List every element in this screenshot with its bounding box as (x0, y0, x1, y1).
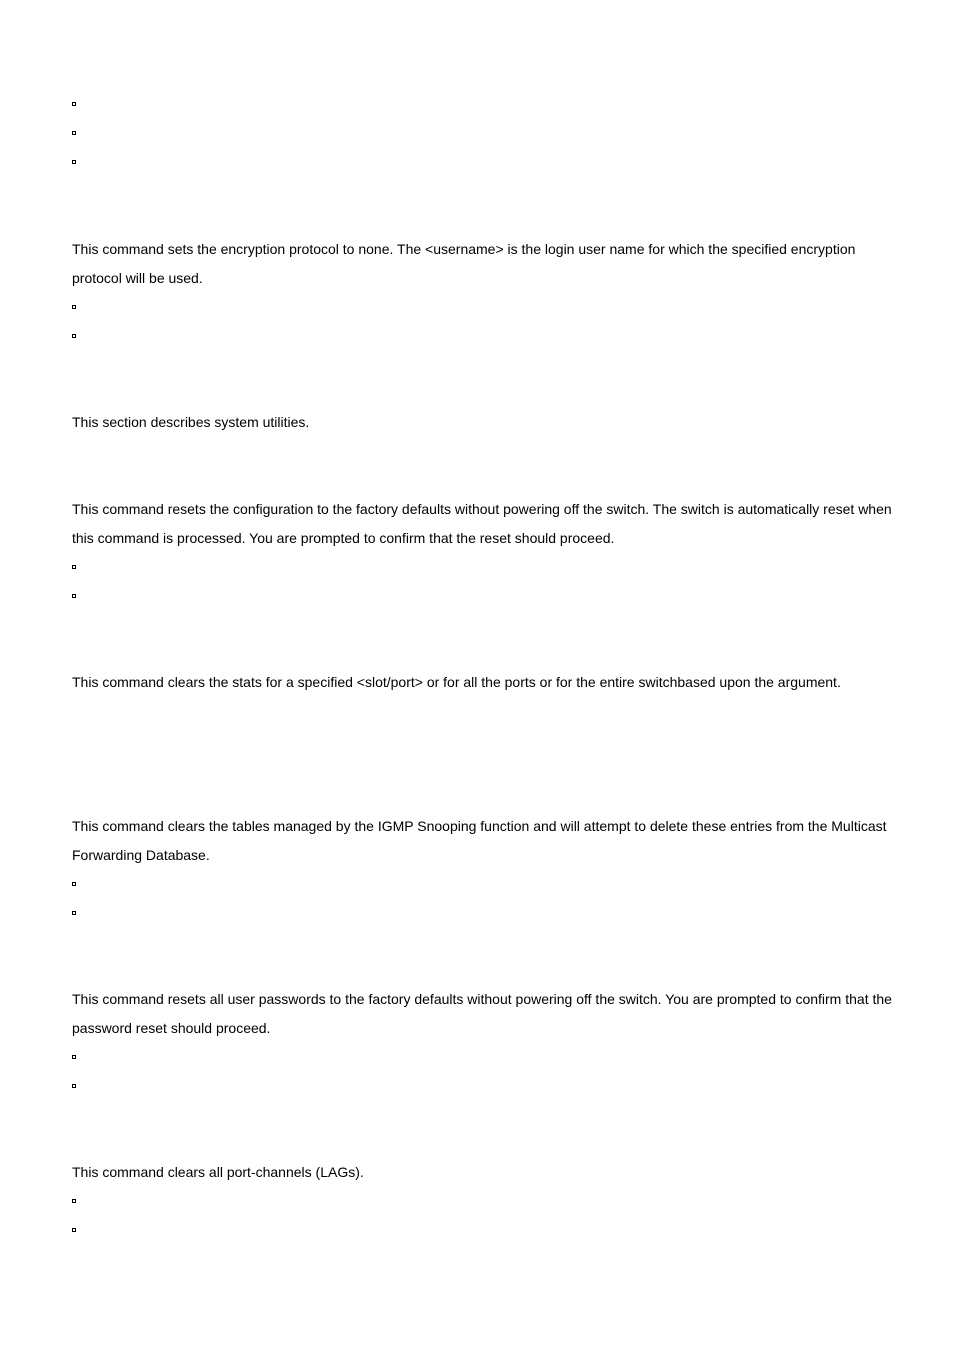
factory-reset-description: This command resets the configuration to the factory defaults without powering off the switch. The switch is automatically reset when this command is processed. You are prompted to confirm that the reset should proceed. (72, 501, 892, 546)
bullet-marker (72, 1199, 76, 1203)
bullet-marker (72, 305, 76, 309)
bullet-marker (72, 882, 76, 886)
bullet-marker (72, 334, 76, 338)
system-utilities-intro: This section describes system utilities. (72, 414, 310, 430)
clear-stats-description: This command clears the stats for a specified <slot/port> or for all the ports or for the entire switchbased upon the argument. (72, 674, 841, 690)
bullet-marker (72, 1055, 76, 1059)
bullet-marker (72, 911, 76, 915)
bullet-marker (72, 565, 76, 569)
clear-igmp-description: This command clears the tables managed by the IGMP Snooping function and will attempt to delete these entries from the Multicast Forwarding Database. (72, 818, 887, 863)
password-reset-description: This command resets all user passwords to the factory defaults without powering off the switch. You are prompted to confirm that the password reset should proceed. (72, 991, 892, 1036)
bullet-marker (72, 1084, 76, 1088)
bullet-marker (72, 1228, 76, 1232)
encryption-none-description: This command sets the encryption protocol to none. The <username> is the login user name for which the specified encryption protocol will be used. (72, 241, 856, 286)
bullet-marker (72, 594, 76, 598)
bullet-marker (72, 131, 76, 135)
bullet-marker (72, 102, 76, 106)
clear-port-channels-description: This command clears all port-channels (LAGs). (72, 1164, 364, 1180)
bullet-marker (72, 160, 76, 164)
